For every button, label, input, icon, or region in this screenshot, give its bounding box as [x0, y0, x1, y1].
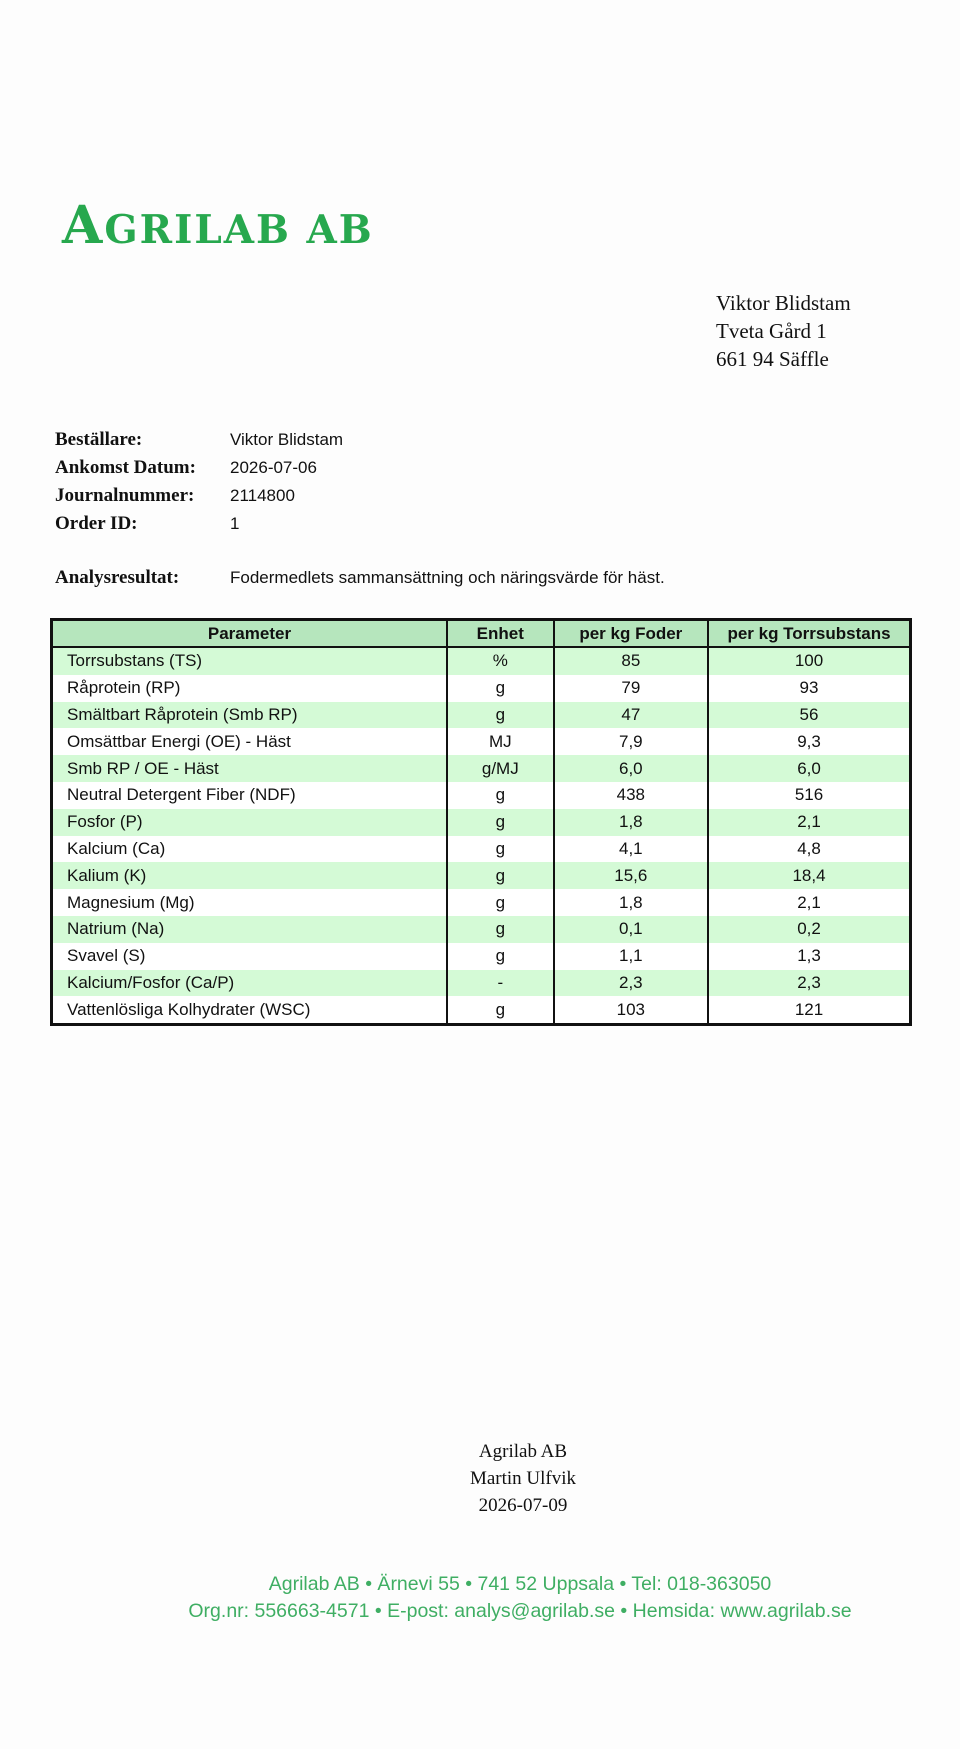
- cell-parameter: Fosfor (P): [52, 809, 447, 836]
- recipient-name: Viktor Blidstam: [716, 291, 851, 315]
- table-row: [52, 728, 911, 755]
- cell-parameter: Råprotein (RP): [52, 675, 447, 702]
- cell-unit: g: [447, 943, 554, 970]
- signature-company: Agrilab AB: [478, 1441, 568, 1462]
- cell-per-kg-feed: 15,6: [554, 862, 708, 889]
- cell-parameter: Smb RP / OE - Häst: [52, 755, 447, 782]
- recipient-postal: 661 94 Säffle: [716, 347, 829, 371]
- cell-unit: g: [447, 996, 554, 1024]
- cell-per-kg-dry-matter: 516: [708, 782, 910, 809]
- analysis-result: [55, 567, 665, 589]
- cell-unit: g: [447, 675, 554, 702]
- cell-per-kg-feed: 79: [554, 675, 708, 702]
- page-footer: [0, 1571, 960, 1625]
- table-body: [52, 647, 911, 1025]
- cell-per-kg-dry-matter: 9,3: [708, 728, 910, 755]
- cell-parameter: Vattenlösliga Kolhydrater (WSC): [52, 996, 447, 1024]
- cell-per-kg-dry-matter: 56: [708, 702, 910, 729]
- table-row: [52, 970, 911, 997]
- cell-parameter: Kalcium (Ca): [52, 836, 447, 863]
- logo-initial: A: [62, 195, 105, 256]
- cell-per-kg-feed: 6,0: [554, 755, 708, 782]
- recipient-street: Tveta Gård 1: [716, 319, 827, 343]
- meta-label: Beställare:: [55, 429, 143, 450]
- cell-unit: g: [447, 916, 554, 943]
- cell-unit: g/MJ: [447, 755, 554, 782]
- cell-per-kg-feed: 1,8: [554, 889, 708, 916]
- cell-parameter: Svavel (S): [52, 943, 447, 970]
- cell-per-kg-dry-matter: 6,0: [708, 755, 910, 782]
- cell-parameter: Kalcium/Fosfor (Ca/P): [52, 970, 447, 997]
- meta-label: Journalnummer:: [55, 485, 195, 506]
- cell-per-kg-dry-matter: 2,1: [708, 809, 910, 836]
- table-row: [52, 782, 911, 809]
- table-row: [52, 862, 911, 889]
- cell-parameter: Neutral Detergent Fiber (NDF): [52, 782, 447, 809]
- column-header-parameter: Parameter: [52, 620, 447, 648]
- analysis-table: [50, 618, 912, 1026]
- table-row: [52, 889, 911, 916]
- meta-row-journal-number: [55, 482, 343, 510]
- meta-value: 2026-07-06: [230, 458, 317, 477]
- meta-value: 2114800: [230, 486, 295, 505]
- table-header-row: [52, 620, 911, 648]
- cell-parameter: Smältbart Råprotein (Smb RP): [52, 702, 447, 729]
- cell-unit: g: [447, 809, 554, 836]
- analysis-label: Analysresultat:: [55, 567, 180, 588]
- company-logo: [62, 195, 374, 256]
- order-meta: [55, 426, 343, 538]
- cell-parameter: Torrsubstans (TS): [52, 647, 447, 675]
- cell-parameter: Magnesium (Mg): [52, 889, 447, 916]
- cell-per-kg-feed: 4,1: [554, 836, 708, 863]
- cell-per-kg-dry-matter: 93: [708, 675, 910, 702]
- cell-per-kg-feed: 103: [554, 996, 708, 1024]
- meta-row-order-id: [55, 510, 343, 538]
- meta-value: 1: [230, 514, 240, 533]
- analysis-description: Fodermedlets sammansättning och näringsvärde för häst.: [230, 568, 665, 587]
- cell-per-kg-feed: 7,9: [554, 728, 708, 755]
- cell-unit: g: [447, 862, 554, 889]
- cell-parameter: Natrium (Na): [52, 916, 447, 943]
- table-row: [52, 943, 911, 970]
- cell-per-kg-feed: 2,3: [554, 970, 708, 997]
- cell-per-kg-feed: 0,1: [554, 916, 708, 943]
- table-row: [52, 916, 911, 943]
- table-row: [52, 675, 911, 702]
- table-row: [52, 755, 911, 782]
- footer-line-address: Agrilab AB • Ärnevi 55 • 741 52 Uppsala • Tel: 018-363050: [268, 1573, 772, 1595]
- table-row: [52, 996, 911, 1024]
- cell-per-kg-feed: 1,8: [554, 809, 708, 836]
- meta-value: Viktor Blidstam: [230, 430, 344, 449]
- table-row: [52, 702, 911, 729]
- recipient-address: [716, 289, 851, 373]
- table-row: [52, 647, 911, 675]
- signature-block: [0, 1438, 960, 1519]
- cell-unit: -: [447, 970, 554, 997]
- cell-parameter: Kalium (K): [52, 862, 447, 889]
- table-row: [52, 836, 911, 863]
- cell-per-kg-feed: 85: [554, 647, 708, 675]
- meta-row-arrival-date: [55, 454, 343, 482]
- cell-unit: g: [447, 836, 554, 863]
- cell-parameter: Omsättbar Energi (OE) - Häst: [52, 728, 447, 755]
- cell-per-kg-dry-matter: 2,3: [708, 970, 910, 997]
- meta-row-orderer: [55, 426, 343, 454]
- cell-per-kg-dry-matter: 0,2: [708, 916, 910, 943]
- cell-per-kg-dry-matter: 18,4: [708, 862, 910, 889]
- footer-line-contact: Org.nr: 556663-4571 • E-post: analys@agrilab.se • Hemsida: www.agrilab.se: [188, 1600, 852, 1622]
- logo-rest: GRILAB AB: [104, 207, 374, 253]
- cell-unit: %: [447, 647, 554, 675]
- cell-per-kg-feed: 1,1: [554, 943, 708, 970]
- cell-unit: MJ: [447, 728, 554, 755]
- cell-unit: g: [447, 782, 554, 809]
- meta-label: Ankomst Datum:: [55, 457, 196, 478]
- cell-per-kg-dry-matter: 4,8: [708, 836, 910, 863]
- cell-per-kg-dry-matter: 100: [708, 647, 910, 675]
- cell-unit: g: [447, 702, 554, 729]
- cell-per-kg-dry-matter: 1,3: [708, 943, 910, 970]
- column-header-unit: Enhet: [447, 620, 554, 648]
- signature-date: 2026-07-09: [478, 1495, 568, 1516]
- column-header-per-kg-dry-matter: per kg Torrsubstans: [708, 620, 910, 648]
- cell-per-kg-feed: 438: [554, 782, 708, 809]
- cell-per-kg-feed: 47: [554, 702, 708, 729]
- table-row: [52, 809, 911, 836]
- signature-person: Martin Ulfvik: [469, 1468, 577, 1489]
- meta-label: Order ID:: [55, 513, 138, 534]
- cell-per-kg-dry-matter: 121: [708, 996, 910, 1024]
- column-header-per-kg-feed: per kg Foder: [554, 620, 708, 648]
- cell-per-kg-dry-matter: 2,1: [708, 889, 910, 916]
- cell-unit: g: [447, 889, 554, 916]
